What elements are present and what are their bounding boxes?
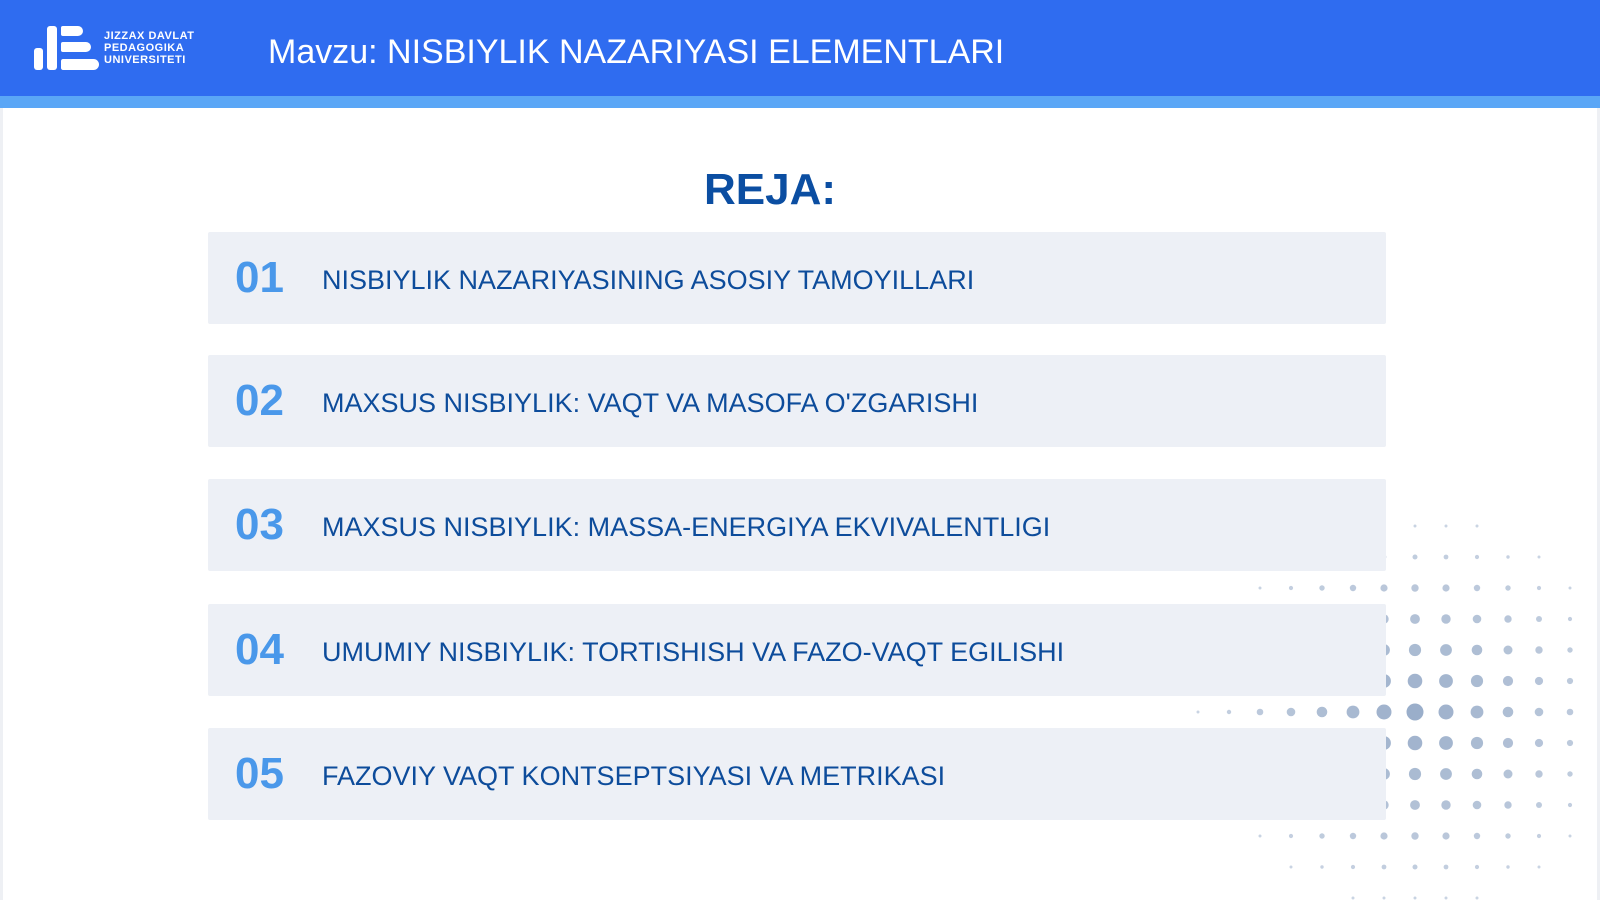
decorative-dot bbox=[1257, 709, 1264, 716]
decorative-dot bbox=[1567, 740, 1573, 746]
decorative-dot bbox=[1473, 615, 1482, 624]
decorative-dot bbox=[1474, 833, 1480, 839]
decorative-dot bbox=[1567, 647, 1572, 652]
decorative-dot bbox=[1410, 614, 1420, 624]
decorative-dot bbox=[1472, 645, 1483, 656]
decorative-dot bbox=[1503, 676, 1513, 686]
decorative-dot bbox=[1535, 770, 1542, 777]
decorative-dot bbox=[1350, 833, 1356, 839]
decorative-dot bbox=[1471, 706, 1484, 719]
decorative-dot bbox=[1444, 865, 1449, 870]
decorative-dot bbox=[1536, 802, 1542, 808]
decorative-dot bbox=[1414, 525, 1417, 528]
decorative-dot bbox=[1504, 770, 1513, 779]
decorative-dot bbox=[1441, 800, 1450, 809]
item-number: 04 bbox=[235, 625, 284, 674]
decorative-dot bbox=[1352, 897, 1355, 900]
decorative-dot bbox=[1476, 897, 1479, 900]
decorative-dot bbox=[1408, 736, 1423, 751]
decorative-dot bbox=[1439, 674, 1453, 688]
decorative-dot bbox=[1535, 646, 1542, 653]
decorative-dot bbox=[1289, 834, 1293, 838]
decorative-dot bbox=[1287, 708, 1296, 717]
logo-line: PEDAGOGIKA bbox=[104, 42, 185, 54]
decorative-dot bbox=[1408, 674, 1423, 689]
plan-item-1 bbox=[208, 232, 1386, 324]
item-label: UMUMIY NISBIYLIK: TORTISHISH VA FAZO-VAQT EGILISHI bbox=[322, 637, 1065, 667]
item-label: NISBIYLIK NAZARIYASINING ASOSIY TAMOYILLARI bbox=[322, 265, 975, 295]
decorative-dot bbox=[1350, 585, 1356, 591]
decorative-dot bbox=[1536, 616, 1542, 622]
decorative-dot bbox=[1407, 704, 1424, 721]
header-accent-strip bbox=[0, 96, 1600, 108]
item-number: 03 bbox=[235, 500, 284, 549]
decorative-dot bbox=[1568, 617, 1572, 621]
plan-item-4 bbox=[208, 604, 1386, 696]
plan-heading: REJA: bbox=[703, 165, 837, 214]
decorative-dot bbox=[1380, 832, 1387, 839]
plan-item-2 bbox=[208, 355, 1386, 447]
university-logo bbox=[30, 22, 230, 74]
page-title: Mavzu: NISBIYLIK NAZARIYASI ELEMENTLARI bbox=[268, 33, 1005, 71]
decorative-dot bbox=[1445, 897, 1448, 900]
decorative-dot bbox=[1538, 866, 1541, 869]
decorative-dot bbox=[1568, 803, 1572, 807]
decorative-dot bbox=[1567, 771, 1572, 776]
decorative-dot bbox=[1471, 737, 1483, 749]
decorative-dot bbox=[1351, 865, 1355, 869]
decorative-dot bbox=[1377, 705, 1392, 720]
decorative-dot bbox=[1259, 835, 1262, 838]
decorative-dot bbox=[1414, 897, 1417, 900]
decorative-dot bbox=[1289, 586, 1293, 590]
decorative-dot bbox=[1535, 739, 1543, 747]
logo-text bbox=[104, 30, 194, 66]
decorative-dot bbox=[1474, 585, 1480, 591]
decorative-dot bbox=[1320, 865, 1323, 868]
decorative-dot bbox=[1569, 587, 1572, 590]
decorative-dot bbox=[1538, 556, 1541, 559]
plan-item-3 bbox=[208, 479, 1386, 571]
logo-line: UNIVERSITETI bbox=[104, 54, 186, 66]
decorative-dot bbox=[1411, 832, 1418, 839]
decorative-dot bbox=[1411, 584, 1418, 591]
decorative-dot bbox=[1259, 587, 1262, 590]
decorative-dot bbox=[1413, 555, 1418, 560]
logo-mark-icon bbox=[30, 22, 100, 74]
decorative-dot bbox=[1439, 705, 1454, 720]
decorative-dot bbox=[1380, 584, 1387, 591]
decorative-dot bbox=[1472, 769, 1483, 780]
decorative-dot bbox=[1506, 555, 1509, 558]
decorative-dot bbox=[1537, 834, 1541, 838]
decorative-dot bbox=[1319, 833, 1324, 838]
decorative-dot bbox=[1475, 865, 1479, 869]
decorative-dot bbox=[1505, 585, 1510, 590]
decorative-dot bbox=[1409, 644, 1421, 656]
decorative-dot bbox=[1569, 835, 1572, 838]
item-number: 02 bbox=[235, 376, 284, 425]
item-label: MAXSUS NISBIYLIK: MASSA-ENERGIYA EKVIVALENTLIGI bbox=[322, 512, 1051, 542]
decorative-dot bbox=[1440, 644, 1452, 656]
decorative-dot bbox=[1440, 768, 1452, 780]
decorative-dot bbox=[1504, 801, 1511, 808]
decorative-dot bbox=[1504, 615, 1511, 622]
decorative-dot bbox=[1506, 865, 1509, 868]
item-number: 01 bbox=[235, 253, 284, 302]
item-label: MAXSUS NISBIYLIK: VAQT VA MASOFA O'ZGARISHI bbox=[322, 388, 979, 418]
decorative-dot bbox=[1439, 736, 1453, 750]
decorative-dot bbox=[1503, 707, 1514, 718]
decorative-dot bbox=[1319, 585, 1324, 590]
decorative-dot bbox=[1505, 833, 1510, 838]
decorative-dot bbox=[1567, 678, 1573, 684]
decorative-dot bbox=[1567, 709, 1574, 716]
decorative-dot bbox=[1441, 614, 1450, 623]
item-label: FAZOVIY VAQT KONTSEPTSIYASI VA METRIKASI bbox=[322, 761, 946, 791]
item-number: 05 bbox=[235, 749, 284, 798]
decorative-dot bbox=[1197, 711, 1200, 714]
decorative-dot bbox=[1504, 646, 1513, 655]
decorative-dot bbox=[1473, 801, 1482, 810]
decorative-dot bbox=[1409, 768, 1421, 780]
decorative-dot bbox=[1445, 525, 1448, 528]
decorative-dot bbox=[1413, 865, 1418, 870]
logo-line: JIZZAX DAVLAT bbox=[104, 30, 195, 42]
decorative-dot bbox=[1290, 866, 1293, 869]
decorative-dot bbox=[1444, 555, 1449, 560]
decorative-dot bbox=[1227, 710, 1231, 714]
decorative-dot bbox=[1383, 897, 1386, 900]
header-bar bbox=[0, 0, 1600, 96]
decorative-dot bbox=[1471, 675, 1483, 687]
decorative-dot bbox=[1503, 738, 1513, 748]
plan-item-5 bbox=[208, 728, 1386, 820]
decorative-dot bbox=[1410, 800, 1420, 810]
decorative-dot bbox=[1475, 555, 1479, 559]
decorative-dot bbox=[1382, 865, 1387, 870]
decorative-dot bbox=[1347, 706, 1360, 719]
decorative-dot bbox=[1476, 525, 1479, 528]
left-edge-divider bbox=[0, 108, 3, 900]
decorative-dot bbox=[1535, 677, 1543, 685]
decorative-dot bbox=[1317, 707, 1328, 718]
decorative-dot bbox=[1442, 832, 1449, 839]
decorative-dot bbox=[1537, 586, 1541, 590]
decorative-dot bbox=[1442, 584, 1449, 591]
decorative-dot bbox=[1535, 708, 1544, 717]
